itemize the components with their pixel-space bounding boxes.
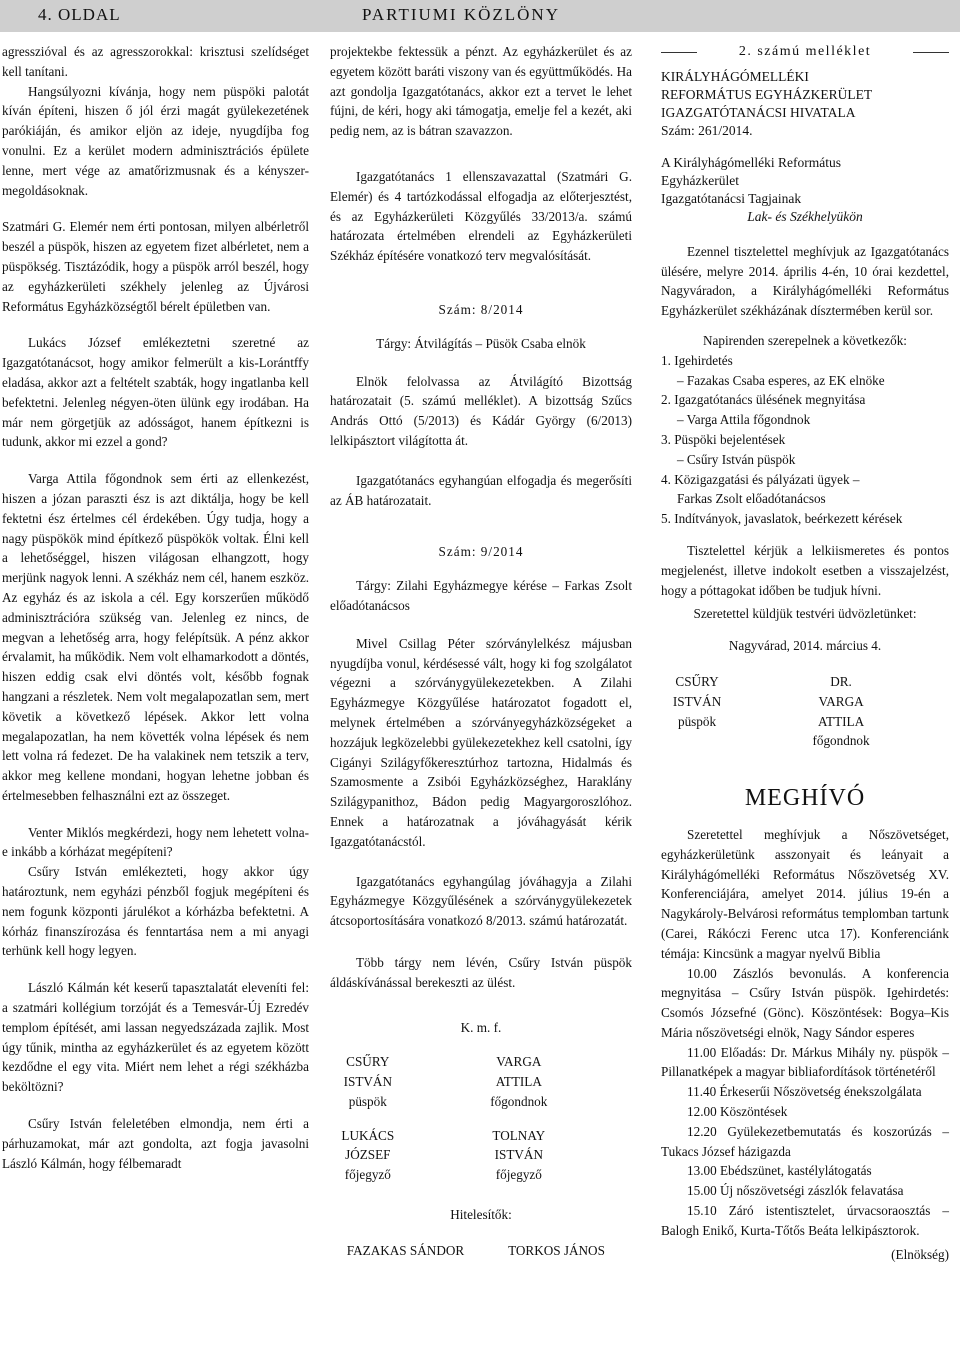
program-item: 15.10 Záró istentisztelet, úrvacsoraosztás – Balogh Enikő, Kurta-Tőtős Beáta lelkipásztorok. xyxy=(661,1203,949,1238)
signatures-row-3 xyxy=(330,1241,632,1261)
signer-name: FAZAKAS SÁNDOR xyxy=(346,1242,465,1258)
paragraph: László Kálmán két keserű tapasztalatát eleveníti fel: a szatmári kollégium torzóját és a Temesvár-Új Ezredév templom építését, ami lassan negyedszázada zajlik. Most úgy tűnik, mintha az egyházkerület és az egyetem között kezdődne el egy vita. Miért nem lehet a régi székházba beköltözni? xyxy=(2,980,309,1095)
paragraph: Szatmári G. Elemér nem érti pontosan, milyen albérletről beszél a püspök, hiszen az egyetem fizet albérletet, nem a püspökség. Tisztázódik, hogy a püspök arról beszél, hogy az egyházkerületi székhely jelenleg az Újvárosi Református Egyházközségtől bérelt épületben van. xyxy=(2,219,309,314)
signer-name: VARGA ATTILA xyxy=(495,1054,542,1090)
agenda-number: Szám: 9/2014 xyxy=(438,544,524,560)
paragraph: Mivel Csillag Péter szórványlelkész májusban nyugdíjba vonul, kérdésessé vált, hogy ki fog szolgálatot végezni a szórványgyülekezetekben. A Zilahi Egyházmegye Közgyűlése határozatot fogadott el, melynek értelmében a szórványegyházközségeket a hozzájuk legközelebbi gyülekezetekhez kell csatolni, így Cigányi Szilágyfőkeresztúrhoz tartozna, Hidalmás és Szamosmente a Zsibói Egyházközséghez, Haraklány Szilágypanithoz, Bádon pedig Magyargoroszlóhoz. Ennek a határozatnak a jóváhagyását kérik Igazgatótanácstól. xyxy=(330,635,632,849)
kmf: K. m. f. xyxy=(460,1020,502,1036)
appendix-label: 2. számú melléklet xyxy=(661,42,949,62)
paragraph: Csűry István emlékezteti, hogy akkor úgy határoztunk, nem egyházi pénzből fogjuk megépíteni és nem fogunk központi járulékot a kórházba befektetni. A kórház finanszírozása és fenntartása nem a mi anyagi terhünk kell hogy legyen. xyxy=(2,864,309,959)
authenticators-label: Hitelesítők: xyxy=(450,1207,512,1223)
agenda-item: 5. Indítványok, javaslatok, beérkezett kérések xyxy=(661,511,903,527)
signer-name: CSŰRY ISTVÁN xyxy=(343,1054,392,1090)
paragraph: Csűry István feleletében elmondja, nem érti a párhuzamokat, már azt gondolta, azt fogja javasolni László Kálmán, hogy félbemaradt xyxy=(2,1116,309,1171)
paragraph: Hangsúlyozni kívánja, hogy nem püspöki palotát kíván építeni, hiszen ő jól érzi magát gyülekezetének parókiáján, és amikor eljön az ideje, nyugdíjba fog vonulni. Ez a kerület modern adminisztrációs épülete lenne, mert vége az amatőrizmusnak és a kényszer-megoldásoknak. xyxy=(2,83,309,198)
signer-role: főgondnok xyxy=(812,733,870,749)
addressee: A Királyhágómelléki Református xyxy=(661,154,841,170)
column-right xyxy=(661,42,949,1264)
reference-number: Szám: 261/2014. xyxy=(661,122,753,138)
signoff: (Elnökség) xyxy=(891,1246,949,1262)
signer-name: TOLNAY ISTVÁN xyxy=(492,1127,546,1163)
signatures-row-2 xyxy=(330,1126,632,1185)
agenda-list xyxy=(661,351,949,529)
date-line: Nagyvárad, 2014. március 4. xyxy=(728,638,882,654)
invitation-text: Ezennel tisztelettel meghívjuk az Igazgatótanács ülésére, melyre 2014. április 4-én, 10 órai kezdettel, Nagyváradon, a Királyhágómelléki Református Egyházkerület székházának dísztermében kerül sor. xyxy=(661,243,949,319)
paragraph: Lukács József emlékeztetni szeretné az Igazgatótanácsot, hogy amikor felmerült a kis-Lorántffy eladása, akkor azt a feltételt szabták, hogy ingatlanba kell befektetni. Jelenleg négyen-öten ülünk egy irodában. Ha már nem görgetjük az adósságot, hanem építkezni is tudunk, akkor mi ezzel a gond? xyxy=(2,335,309,450)
paragraph: agresszióval és az agresszorokkal: krisztusi szelídséget kell tanítani. xyxy=(2,44,309,79)
column-middle xyxy=(330,42,632,1261)
program-list xyxy=(661,964,949,1241)
signer-role: főgondnok xyxy=(490,1093,548,1109)
page-number: 4. OLDAL xyxy=(38,5,121,24)
program-item: 11.40 Érkeserűi Nőszövetség énekszolgálata xyxy=(687,1084,922,1100)
signatures-row-1 xyxy=(330,1052,632,1111)
program-item: 11.00 Előadás: Dr. Márkus Mihály ny. püspök – Pillanatképek a magyar bibliafordítások történetéről xyxy=(661,1044,949,1080)
paragraph: projektekbe fektessük a pénzt. Az egyházkerület és az egyetem között baráti viszony van és együttműködés. Ha azt gondolja Igazgatótanács, akkor ezt a tervet le lehet fújni, de kéri, hogy aki támogatja, emelje fel a kezét, aki pedig nem, az is bátran szavazzon. xyxy=(330,44,632,139)
paragraph: Elnök felolvassa az Átvilágító Bizottság határozatait (5. számú melléklet). A bizottság Szűcs András Ottó (5/2013) és Kádár György (6/2013) lelkipásztort világította át. xyxy=(330,373,632,448)
org-line: IGAZGATÓTANÁCSI HIVATALA xyxy=(661,104,856,120)
program-item: 10.00 Zászlós bevonulás. A konferencia megnyitása – Csűry István püspök. Igehirdetés: Csomós Józsefné (Gönc). Köszöntések: Bogya–Kis Mária nőszövetségi elnök, Nagy Sándor esperes xyxy=(661,965,949,1040)
signer-role: főjegyző xyxy=(495,1167,542,1183)
agenda-item: 4. Közigazgatási és pályázati ügyek – Farkas Zsolt előadótanácsos xyxy=(661,471,860,507)
agenda-item: 1. Igehirdetés – Fazakas Csaba esperes, az EK elnöke xyxy=(661,352,885,388)
resolution: Igazgatótanács egyhangúlag jóváhagyja a Zilahi Egyházmegye Közgyűlésének a szórványgyülekezetek átcsoportosítására vonatkozó 8/2013. számú határozatát. xyxy=(330,873,632,929)
signer-role: főjegyző xyxy=(344,1167,391,1183)
agenda-item: 3. Püspöki bejelentések – Csűry István püspök xyxy=(661,431,796,467)
signer-name: LUKÁCS JÓZSEF xyxy=(341,1127,395,1163)
agenda-subject: Tárgy: Zilahi Egyházmegye kérése – Farkas Zsolt előadótanácsos xyxy=(330,578,632,613)
paragraph: Varga Attila főgondnok sem érti az ellenkezést, hiszen a józan paraszti ész is azt diktálja, hogy be kell fektetni ész értelmes cél érdekében. Úgy tudja, hogy a nagy püspökök mind építkező püspökök voltak. Élni kell a lehetőséggel, hiszen világosan elhangzott, hogy merjünk nagyok lenni. A székház nem cél, hanem eszköz. Az egyház és az iskola a cél. Egy korszerűen működő adminisztrációra szükség van. Jelenleg ez nincs, de megvan a lehetőség arra, hogy felépítsük. A pénz akkor érvalamit, ha működik. Nem volt elhamarkodott a döntés, hiszen eddig csak elvi döntés volt, később fognak hangzani a részletek. Nem volt megalapozatlan sem, mert követik a következő lépések. Akkor lett volna megalapozatlan, ha nem követték volna lépések és nem lett volna rá fedezet. De ha valakinek nem tetszik a terv, akkor meg kellene mondani, hogyan lehetne jobban és értelmesebben felhasználni ezt az összeget. xyxy=(2,471,309,803)
invitation-heading: MEGHÍVÓ xyxy=(744,785,866,812)
signatures xyxy=(661,672,949,751)
signer-role: püspök xyxy=(677,713,717,729)
agenda-subject: Tárgy: Átvilágítás – Püsök Csaba elnök xyxy=(376,335,586,351)
paragraph: Venter Miklós megkérdezi, hogy nem lehetett volna-e inkább a kórházat megépíteni? xyxy=(2,824,309,860)
org-line: KIRÁLYHÁGÓMELLÉKI xyxy=(661,68,809,84)
invitation-body: Szeretettel meghívjuk a Nőszövetséget, egyházkerületünk asszonyait és leányait a Királyhágómelléki Református Nőszövetség XV. Konferenciájára, amelyet 2014. július 19-én a Nagykároly-Belvárosi református templomban tartunk (Carei, Rákóczi Ferenc utca 17). Konferenciánk témája: Kincsünk a magyar nyelvű Biblia xyxy=(661,826,949,961)
program-item: 12.00 Köszöntések xyxy=(687,1104,788,1120)
resolution: Igazgatótanács 1 ellenszavazattal (Szatmári G. Elemér) és 4 tartózkodással elfogadja az előterjesztést, és az Egyházkerületi Közgyűlés 33/2013/a. számú határozata értelmében elrendeli az Egyházkerületi Székház építésére vonatkozó terv megvalósítását. xyxy=(330,168,632,264)
page-header xyxy=(0,0,960,32)
program-item: 15.00 Új nőszövetségi zászlók felavatása xyxy=(687,1183,904,1199)
agenda-number: Szám: 8/2014 xyxy=(438,301,524,317)
addressee: Egyházkerület xyxy=(661,172,739,188)
agenda-intro: Napirenden szerepelnek a következők: xyxy=(703,332,907,348)
column-left xyxy=(2,42,309,1173)
signer-role: püspök xyxy=(348,1093,387,1109)
resolution: Igazgatótanács egyhangúan elfogadja és megerősíti az ÁB határozatait. xyxy=(330,472,632,508)
signer-name: DR. VARGA ATTILA xyxy=(817,673,865,729)
addressee: Igazgatótanácsi Tagjainak xyxy=(661,190,802,206)
program-item: 12.20 Gyülekezetbemutatás és koszorúzás – Tukacs József házigazda xyxy=(661,1123,949,1159)
org-line: REFORMÁTUS EGYHÁZKERÜLET xyxy=(661,86,873,102)
signer-name: CSŰRY ISTVÁN xyxy=(672,673,722,709)
greeting: Szeretettel küldjük testvéri üdvözletünket: xyxy=(693,606,917,622)
publication-title: PARTIUMI KÖZLÖNY xyxy=(362,5,560,24)
signer-name: TORKOS JÁNOS xyxy=(508,1242,605,1258)
addressee-location: Lak- és Székhelyükön xyxy=(747,208,863,224)
agenda-item: 2. Igazgatótanács ülésének megnyitása – Varga Attila főgondnok xyxy=(661,392,866,428)
program-item: 13.00 Ebédszünet, kastélylátogatás xyxy=(687,1163,872,1179)
request-text: Tisztelettel kérjük a lelkiismeretes és pontos megjelenést, illetve indokolt esetben a visszajelzést, hogy a póttagokat időben be tudjuk hívni. xyxy=(661,542,949,598)
paragraph: Több tárgy nem lévén, Csűry István püspök áldáskívánással berekeszti az ülést. xyxy=(330,954,632,990)
